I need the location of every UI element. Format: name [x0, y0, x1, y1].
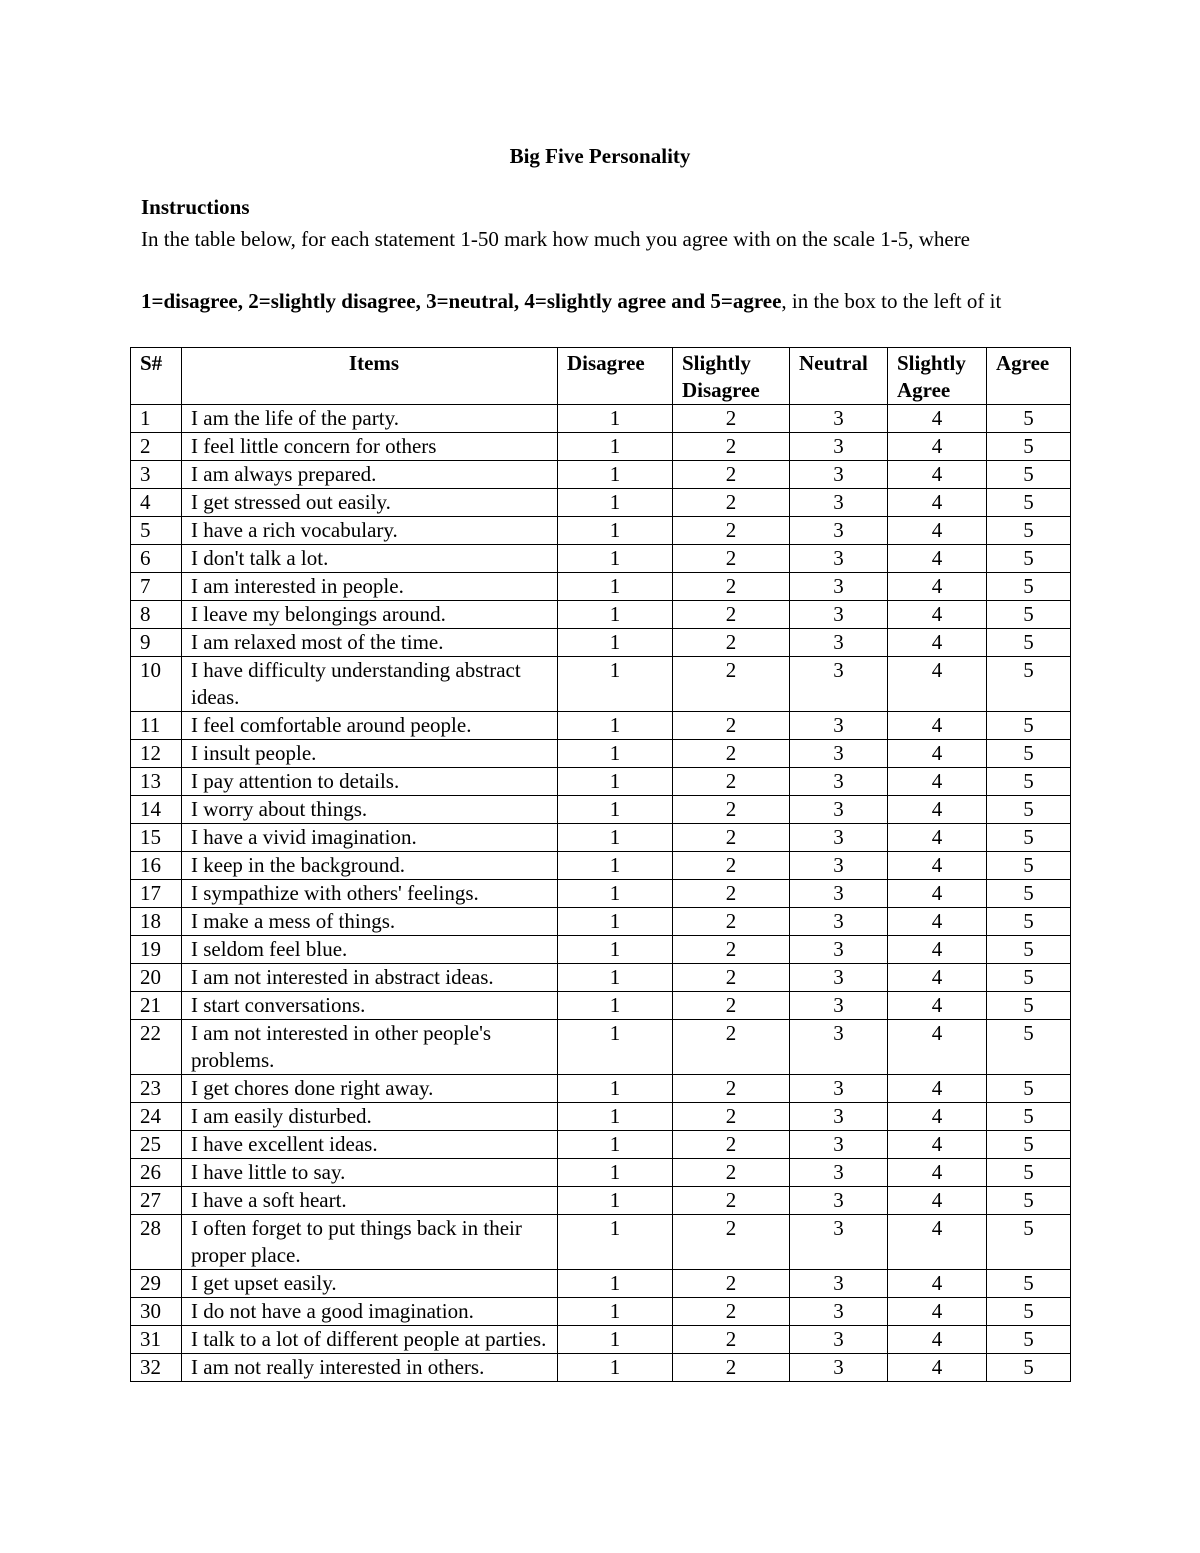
table-row: [131, 461, 1071, 489]
rating-option-1[interactable]: 1: [558, 936, 673, 964]
table-header-row: [131, 348, 1071, 405]
row-number: 20: [131, 964, 182, 992]
rating-option-1[interactable]: 1: [558, 964, 673, 992]
rating-option-4[interactable]: 4: [888, 908, 987, 936]
rating-option-3[interactable]: 3: [790, 489, 888, 517]
rating-option-2[interactable]: 2: [673, 936, 790, 964]
rating-option-5[interactable]: 5: [987, 852, 1071, 880]
row-statement: I get upset easily.: [182, 1270, 558, 1298]
survey-table: [130, 347, 1071, 1382]
row-number: 24: [131, 1103, 182, 1131]
rating-option-5[interactable]: 5: [987, 1159, 1071, 1187]
rating-option-4[interactable]: 4: [888, 1270, 987, 1298]
row-statement: I am always prepared.: [182, 461, 558, 489]
table-row: [131, 1187, 1071, 1215]
rating-option-1[interactable]: 1: [558, 601, 673, 629]
rating-option-5[interactable]: 5: [987, 1131, 1071, 1159]
rating-option-5[interactable]: 5: [987, 489, 1071, 517]
row-number: 25: [131, 1131, 182, 1159]
rating-option-4[interactable]: 4: [888, 1354, 987, 1382]
row-number: 30: [131, 1298, 182, 1326]
header-disagree: Disagree: [558, 348, 673, 405]
rating-option-2[interactable]: 2: [673, 489, 790, 517]
row-statement: I often forget to put things back in their proper place.: [182, 1215, 558, 1270]
rating-option-1[interactable]: 1: [558, 545, 673, 573]
row-number: 17: [131, 880, 182, 908]
rating-option-3[interactable]: 3: [790, 712, 888, 740]
rating-option-4[interactable]: 4: [888, 629, 987, 657]
table-row: [131, 852, 1071, 880]
rating-option-1[interactable]: 1: [558, 433, 673, 461]
table-row: [131, 657, 1071, 712]
rating-option-2[interactable]: 2: [673, 601, 790, 629]
row-number: 28: [131, 1215, 182, 1270]
rating-option-4[interactable]: 4: [888, 1075, 987, 1103]
rating-option-3[interactable]: 3: [790, 405, 888, 433]
table-row: [131, 545, 1071, 573]
rating-option-2[interactable]: 2: [673, 880, 790, 908]
row-number: 8: [131, 601, 182, 629]
rating-option-1[interactable]: 1: [558, 1020, 673, 1075]
instructions-scale: [141, 286, 1071, 317]
table-row: [131, 1354, 1071, 1382]
rating-option-1[interactable]: 1: [558, 1131, 673, 1159]
row-number: 4: [131, 489, 182, 517]
rating-option-2[interactable]: 2: [673, 1020, 790, 1075]
rating-option-3[interactable]: 3: [790, 796, 888, 824]
rating-option-1[interactable]: 1: [558, 1075, 673, 1103]
row-number: 23: [131, 1075, 182, 1103]
table-row: [131, 908, 1071, 936]
rating-option-3[interactable]: 3: [790, 880, 888, 908]
rating-option-2[interactable]: 2: [673, 796, 790, 824]
rating-option-5[interactable]: 5: [987, 880, 1071, 908]
rating-option-3[interactable]: 3: [790, 433, 888, 461]
row-number: 18: [131, 908, 182, 936]
table-row: [131, 880, 1071, 908]
header-slightly-agree: [888, 348, 987, 405]
row-number: 29: [131, 1270, 182, 1298]
rating-option-2[interactable]: 2: [673, 852, 790, 880]
rating-option-2[interactable]: 2: [673, 1103, 790, 1131]
header-sn: S#: [131, 348, 182, 405]
rating-option-3[interactable]: 3: [790, 740, 888, 768]
row-statement: I have a vivid imagination.: [182, 824, 558, 852]
rating-option-3[interactable]: 3: [790, 936, 888, 964]
table-row: [131, 1103, 1071, 1131]
rating-option-3[interactable]: 3: [790, 1326, 888, 1354]
row-statement: I insult people.: [182, 740, 558, 768]
rating-option-3[interactable]: 3: [790, 545, 888, 573]
rating-option-5[interactable]: 5: [987, 712, 1071, 740]
table-row: [131, 1131, 1071, 1159]
rating-option-2[interactable]: 2: [673, 1354, 790, 1382]
header-items: Items: [182, 348, 558, 405]
row-statement: I have excellent ideas.: [182, 1131, 558, 1159]
rating-option-4[interactable]: 4: [888, 517, 987, 545]
rating-option-5[interactable]: 5: [987, 405, 1071, 433]
row-statement: I do not have a good imagination.: [182, 1298, 558, 1326]
rating-option-1[interactable]: 1: [558, 657, 673, 712]
rating-option-5[interactable]: 5: [987, 740, 1071, 768]
table-row: [131, 936, 1071, 964]
table-row: [131, 629, 1071, 657]
row-statement: I have a soft heart.: [182, 1187, 558, 1215]
rating-option-2[interactable]: 2: [673, 768, 790, 796]
rating-option-4[interactable]: 4: [888, 768, 987, 796]
rating-option-1[interactable]: 1: [558, 489, 673, 517]
header-slightly-disagree-line1: Slightly: [682, 351, 751, 375]
row-number: 26: [131, 1159, 182, 1187]
rating-option-5[interactable]: 5: [987, 1326, 1071, 1354]
table-row: [131, 573, 1071, 601]
table-row: [131, 992, 1071, 1020]
row-statement: I worry about things.: [182, 796, 558, 824]
rating-option-4[interactable]: 4: [888, 1103, 987, 1131]
table-row: [131, 1298, 1071, 1326]
row-statement: I am not interested in abstract ideas.: [182, 964, 558, 992]
rating-option-3[interactable]: 3: [790, 992, 888, 1020]
row-statement: I have a rich vocabulary.: [182, 517, 558, 545]
rating-option-3[interactable]: 3: [790, 657, 888, 712]
rating-option-5[interactable]: 5: [987, 1215, 1071, 1270]
rating-option-3[interactable]: 3: [790, 1270, 888, 1298]
header-slightly-agree-line1: Slightly: [897, 351, 966, 375]
rating-option-2[interactable]: 2: [673, 1187, 790, 1215]
rating-option-4[interactable]: 4: [888, 1187, 987, 1215]
row-statement: I pay attention to details.: [182, 768, 558, 796]
row-number: 7: [131, 573, 182, 601]
row-statement: I am easily disturbed.: [182, 1103, 558, 1131]
table-row: [131, 1326, 1071, 1354]
rating-option-4[interactable]: 4: [888, 657, 987, 712]
table-row: [131, 601, 1071, 629]
rating-option-1[interactable]: 1: [558, 992, 673, 1020]
rating-option-2[interactable]: 2: [673, 992, 790, 1020]
rating-option-4[interactable]: 4: [888, 1215, 987, 1270]
header-slightly-disagree-line2: Disagree: [682, 378, 760, 402]
rating-option-1[interactable]: 1: [558, 852, 673, 880]
rating-option-1[interactable]: 1: [558, 1270, 673, 1298]
row-number: 14: [131, 796, 182, 824]
rating-option-4[interactable]: 4: [888, 852, 987, 880]
row-statement: I get chores done right away.: [182, 1075, 558, 1103]
rating-option-4[interactable]: 4: [888, 433, 987, 461]
rating-option-3[interactable]: 3: [790, 1298, 888, 1326]
rating-option-5[interactable]: 5: [987, 964, 1071, 992]
row-number: 2: [131, 433, 182, 461]
rating-option-5[interactable]: 5: [987, 796, 1071, 824]
rating-option-4[interactable]: 4: [888, 964, 987, 992]
rating-option-4[interactable]: 4: [888, 880, 987, 908]
table-row: [131, 489, 1071, 517]
row-statement: I am relaxed most of the time.: [182, 629, 558, 657]
rating-option-3[interactable]: 3: [790, 517, 888, 545]
rating-option-1[interactable]: 1: [558, 880, 673, 908]
rating-option-2[interactable]: 2: [673, 964, 790, 992]
row-statement: I sympathize with others' feelings.: [182, 880, 558, 908]
rating-option-4[interactable]: 4: [888, 405, 987, 433]
row-number: 22: [131, 1020, 182, 1075]
row-number: 21: [131, 992, 182, 1020]
rating-option-3[interactable]: 3: [790, 1131, 888, 1159]
rating-option-2[interactable]: 2: [673, 908, 790, 936]
row-number: 3: [131, 461, 182, 489]
rating-option-4[interactable]: 4: [888, 601, 987, 629]
rating-option-3[interactable]: 3: [790, 964, 888, 992]
header-slightly-disagree: [673, 348, 790, 405]
rating-option-2[interactable]: 2: [673, 740, 790, 768]
row-statement: I seldom feel blue.: [182, 936, 558, 964]
row-statement: I keep in the background.: [182, 852, 558, 880]
rating-option-3[interactable]: 3: [790, 1187, 888, 1215]
rating-option-2[interactable]: 2: [673, 517, 790, 545]
table-row: [131, 1215, 1071, 1270]
rating-option-5[interactable]: 5: [987, 545, 1071, 573]
rating-option-1[interactable]: 1: [558, 1187, 673, 1215]
rating-option-5[interactable]: 5: [987, 433, 1071, 461]
rating-option-2[interactable]: 2: [673, 712, 790, 740]
row-number: 15: [131, 824, 182, 852]
rating-option-5[interactable]: 5: [987, 573, 1071, 601]
row-number: 11: [131, 712, 182, 740]
rating-option-2[interactable]: 2: [673, 545, 790, 573]
rating-option-1[interactable]: 1: [558, 908, 673, 936]
rating-option-1[interactable]: 1: [558, 629, 673, 657]
row-statement: I have little to say.: [182, 1159, 558, 1187]
table-row: [131, 517, 1071, 545]
rating-option-4[interactable]: 4: [888, 796, 987, 824]
rating-option-5[interactable]: 5: [987, 1075, 1071, 1103]
rating-option-2[interactable]: 2: [673, 824, 790, 852]
table-row: [131, 1075, 1071, 1103]
rating-option-4[interactable]: 4: [888, 824, 987, 852]
table-row: [131, 740, 1071, 768]
row-number: 5: [131, 517, 182, 545]
rating-option-5[interactable]: 5: [987, 1270, 1071, 1298]
rating-option-2[interactable]: 2: [673, 1159, 790, 1187]
instructions-scale-tail: , in the box to the left of it: [781, 289, 1002, 313]
survey-body: [131, 405, 1071, 1382]
row-statement: I make a mess of things.: [182, 908, 558, 936]
rating-option-2[interactable]: 2: [673, 405, 790, 433]
rating-option-4[interactable]: 4: [888, 740, 987, 768]
rating-option-3[interactable]: 3: [790, 852, 888, 880]
row-statement: I am not really interested in others.: [182, 1354, 558, 1382]
instructions-heading: Instructions: [141, 195, 250, 219]
row-statement: I leave my belongings around.: [182, 601, 558, 629]
rating-option-3[interactable]: 3: [790, 1075, 888, 1103]
rating-option-1[interactable]: 1: [558, 1298, 673, 1326]
row-number: 16: [131, 852, 182, 880]
row-statement: I feel comfortable around people.: [182, 712, 558, 740]
rating-option-2[interactable]: 2: [673, 1270, 790, 1298]
rating-option-3[interactable]: 3: [790, 601, 888, 629]
table-row: [131, 964, 1071, 992]
rating-option-5[interactable]: 5: [987, 1187, 1071, 1215]
table-row: [131, 712, 1071, 740]
row-statement: I talk to a lot of different people at parties.: [182, 1326, 558, 1354]
rating-option-1[interactable]: 1: [558, 768, 673, 796]
table-row: [131, 796, 1071, 824]
row-number: 9: [131, 629, 182, 657]
rating-option-5[interactable]: 5: [987, 657, 1071, 712]
rating-option-2[interactable]: 2: [673, 1075, 790, 1103]
rating-option-3[interactable]: 3: [790, 1103, 888, 1131]
rating-option-1[interactable]: 1: [558, 796, 673, 824]
rating-option-4[interactable]: 4: [888, 545, 987, 573]
row-number: 10: [131, 657, 182, 712]
rating-option-2[interactable]: 2: [673, 629, 790, 657]
rating-option-1[interactable]: 1: [558, 405, 673, 433]
rating-option-3[interactable]: 3: [790, 1020, 888, 1075]
rating-option-4[interactable]: 4: [888, 489, 987, 517]
row-statement: I am not interested in other people's problems.: [182, 1020, 558, 1075]
row-statement: I start conversations.: [182, 992, 558, 1020]
rating-option-2[interactable]: 2: [673, 573, 790, 601]
rating-option-5[interactable]: 5: [987, 908, 1071, 936]
rating-option-5[interactable]: 5: [987, 1354, 1071, 1382]
row-number: 19: [131, 936, 182, 964]
rating-option-5[interactable]: 5: [987, 601, 1071, 629]
rating-option-1[interactable]: 1: [558, 1354, 673, 1382]
rating-option-5[interactable]: 5: [987, 824, 1071, 852]
row-number: 32: [131, 1354, 182, 1382]
row-number: 13: [131, 768, 182, 796]
rating-option-2[interactable]: 2: [673, 1326, 790, 1354]
rating-option-1[interactable]: 1: [558, 1326, 673, 1354]
rating-option-4[interactable]: 4: [888, 1020, 987, 1075]
rating-option-3[interactable]: 3: [790, 1215, 888, 1270]
rating-option-2[interactable]: 2: [673, 461, 790, 489]
header-slightly-agree-line2: Agree: [897, 378, 951, 402]
rating-option-5[interactable]: 5: [987, 1103, 1071, 1131]
rating-option-4[interactable]: 4: [888, 461, 987, 489]
rating-option-4[interactable]: 4: [888, 936, 987, 964]
rating-option-5[interactable]: 5: [987, 768, 1071, 796]
table-row: [131, 1270, 1071, 1298]
rating-option-5[interactable]: 5: [987, 1020, 1071, 1075]
rating-option-2[interactable]: 2: [673, 1215, 790, 1270]
row-number: 6: [131, 545, 182, 573]
rating-option-2[interactable]: 2: [673, 1298, 790, 1326]
rating-option-4[interactable]: 4: [888, 712, 987, 740]
rating-option-4[interactable]: 4: [888, 992, 987, 1020]
rating-option-4[interactable]: 4: [888, 573, 987, 601]
table-row: [131, 768, 1071, 796]
rating-option-1[interactable]: 1: [558, 461, 673, 489]
rating-option-2[interactable]: 2: [673, 1131, 790, 1159]
rating-option-1[interactable]: 1: [558, 573, 673, 601]
rating-option-1[interactable]: 1: [558, 824, 673, 852]
rating-option-5[interactable]: 5: [987, 629, 1071, 657]
rating-option-3[interactable]: 3: [790, 1354, 888, 1382]
row-number: 1: [131, 405, 182, 433]
row-number: 31: [131, 1326, 182, 1354]
rating-option-3[interactable]: 3: [790, 629, 888, 657]
row-statement: I have difficulty understanding abstract ideas.: [182, 657, 558, 712]
rating-option-2[interactable]: 2: [673, 657, 790, 712]
rating-option-4[interactable]: 4: [888, 1326, 987, 1354]
row-statement: I am interested in people.: [182, 573, 558, 601]
rating-option-5[interactable]: 5: [987, 936, 1071, 964]
instructions-scale-bold: 1=disagree, 2=slightly disagree, 3=neutral, 4=slightly agree and 5=agree: [141, 289, 782, 313]
instructions-text: In the table below, for each statement 1-50 mark how much you agree with on the scale 1-5, where: [141, 227, 971, 251]
table-row: [131, 405, 1071, 433]
rating-option-5[interactable]: 5: [987, 517, 1071, 545]
rating-option-5[interactable]: 5: [987, 461, 1071, 489]
rating-option-1[interactable]: 1: [558, 1215, 673, 1270]
rating-option-1[interactable]: 1: [558, 1103, 673, 1131]
header-agree: Agree: [987, 348, 1071, 405]
table-row: [131, 824, 1071, 852]
rating-option-3[interactable]: 3: [790, 573, 888, 601]
row-statement: I get stressed out easily.: [182, 489, 558, 517]
rating-option-3[interactable]: 3: [790, 1159, 888, 1187]
row-statement: I feel little concern for others: [182, 433, 558, 461]
table-row: [131, 1020, 1071, 1075]
rating-option-3[interactable]: 3: [790, 908, 888, 936]
header-neutral: Neutral: [790, 348, 888, 405]
rating-option-4[interactable]: 4: [888, 1298, 987, 1326]
rating-option-5[interactable]: 5: [987, 992, 1071, 1020]
rating-option-2[interactable]: 2: [673, 433, 790, 461]
row-number: 27: [131, 1187, 182, 1215]
page-title: Big Five Personality: [509, 144, 691, 168]
row-statement: I don't talk a lot.: [182, 545, 558, 573]
row-statement: I am the life of the party.: [182, 405, 558, 433]
rating-option-3[interactable]: 3: [790, 768, 888, 796]
rating-option-3[interactable]: 3: [790, 461, 888, 489]
table-row: [131, 433, 1071, 461]
table-row: [131, 1159, 1071, 1187]
rating-option-1[interactable]: 1: [558, 517, 673, 545]
row-number: 12: [131, 740, 182, 768]
rating-option-1[interactable]: 1: [558, 1159, 673, 1187]
rating-option-4[interactable]: 4: [888, 1131, 987, 1159]
rating-option-1[interactable]: 1: [558, 740, 673, 768]
rating-option-4[interactable]: 4: [888, 1159, 987, 1187]
rating-option-5[interactable]: 5: [987, 1298, 1071, 1326]
rating-option-3[interactable]: 3: [790, 824, 888, 852]
rating-option-1[interactable]: 1: [558, 712, 673, 740]
